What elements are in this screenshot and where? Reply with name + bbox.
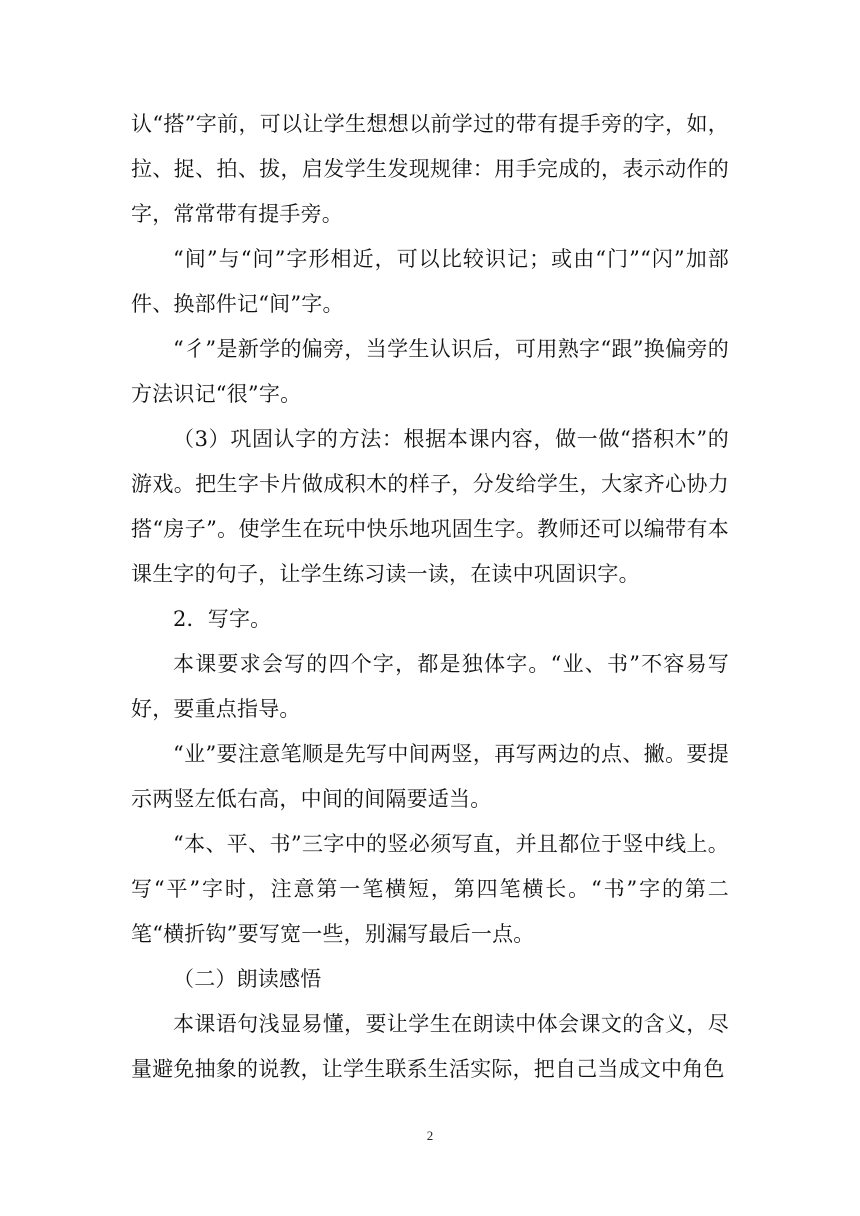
paragraph-6: 本课要求会写的四个字，都是独体字。“业、书”不容易写好，要重点指导。: [131, 652, 729, 721]
section-heading-writing: 2．写字。: [173, 607, 272, 631]
paragraph-2: “间”与“问”字形相近，可以比较识记；或由“门”“闪”加部件、换部件记“间”字。: [131, 247, 729, 316]
paragraph-1: 认“搭”字前，可以让学生想想以前学过的带有提手旁的字，如，拉、捉、拍、拔，启发学生发现规律：用手完成的，表示动作的字，常常带有提手旁。: [131, 112, 729, 226]
paragraph-10: 本课语句浅显易懂，要让学生在朗读中体会课文的含义，尽量避免抽象的说教，让学生联系生活实际，把自己当成文中角色: [131, 1012, 729, 1081]
paragraph-4: （3）巩固认字的方法：根据本课内容，做一做“搭积木”的游戏。把生字卡片做成积木的样子，分发给学生，大家齐心协力搭“房子”。使学生在玩中快乐地巩固生字。教师还可以编带有本课生字的句子，让学生练习读一读，在读中巩固识字。: [131, 427, 729, 586]
section-heading-reading: （二）朗读感悟: [173, 967, 322, 991]
paragraph-3: “彳”是新学的偏旁，当学生认识后，可用熟字“跟”换偏旁的方法识记“很”字。: [131, 337, 729, 406]
body-text: [131, 102, 729, 1092]
paragraph-7: “业”要注意笔顺是先写中间两竖，再写两边的点、撇。要提示两竖左低右高，中间的间隔要适当。: [131, 742, 729, 811]
paragraph-8: “本、平、书”三字中的竖必须写直，并且都位于竖中线上。写“平”字时，注意第一笔横短，第四笔横长。“书”字的第二笔“横折钩”要写宽一些，别漏写最后一点。: [131, 832, 729, 946]
page-number: 2: [426, 1128, 434, 1143]
